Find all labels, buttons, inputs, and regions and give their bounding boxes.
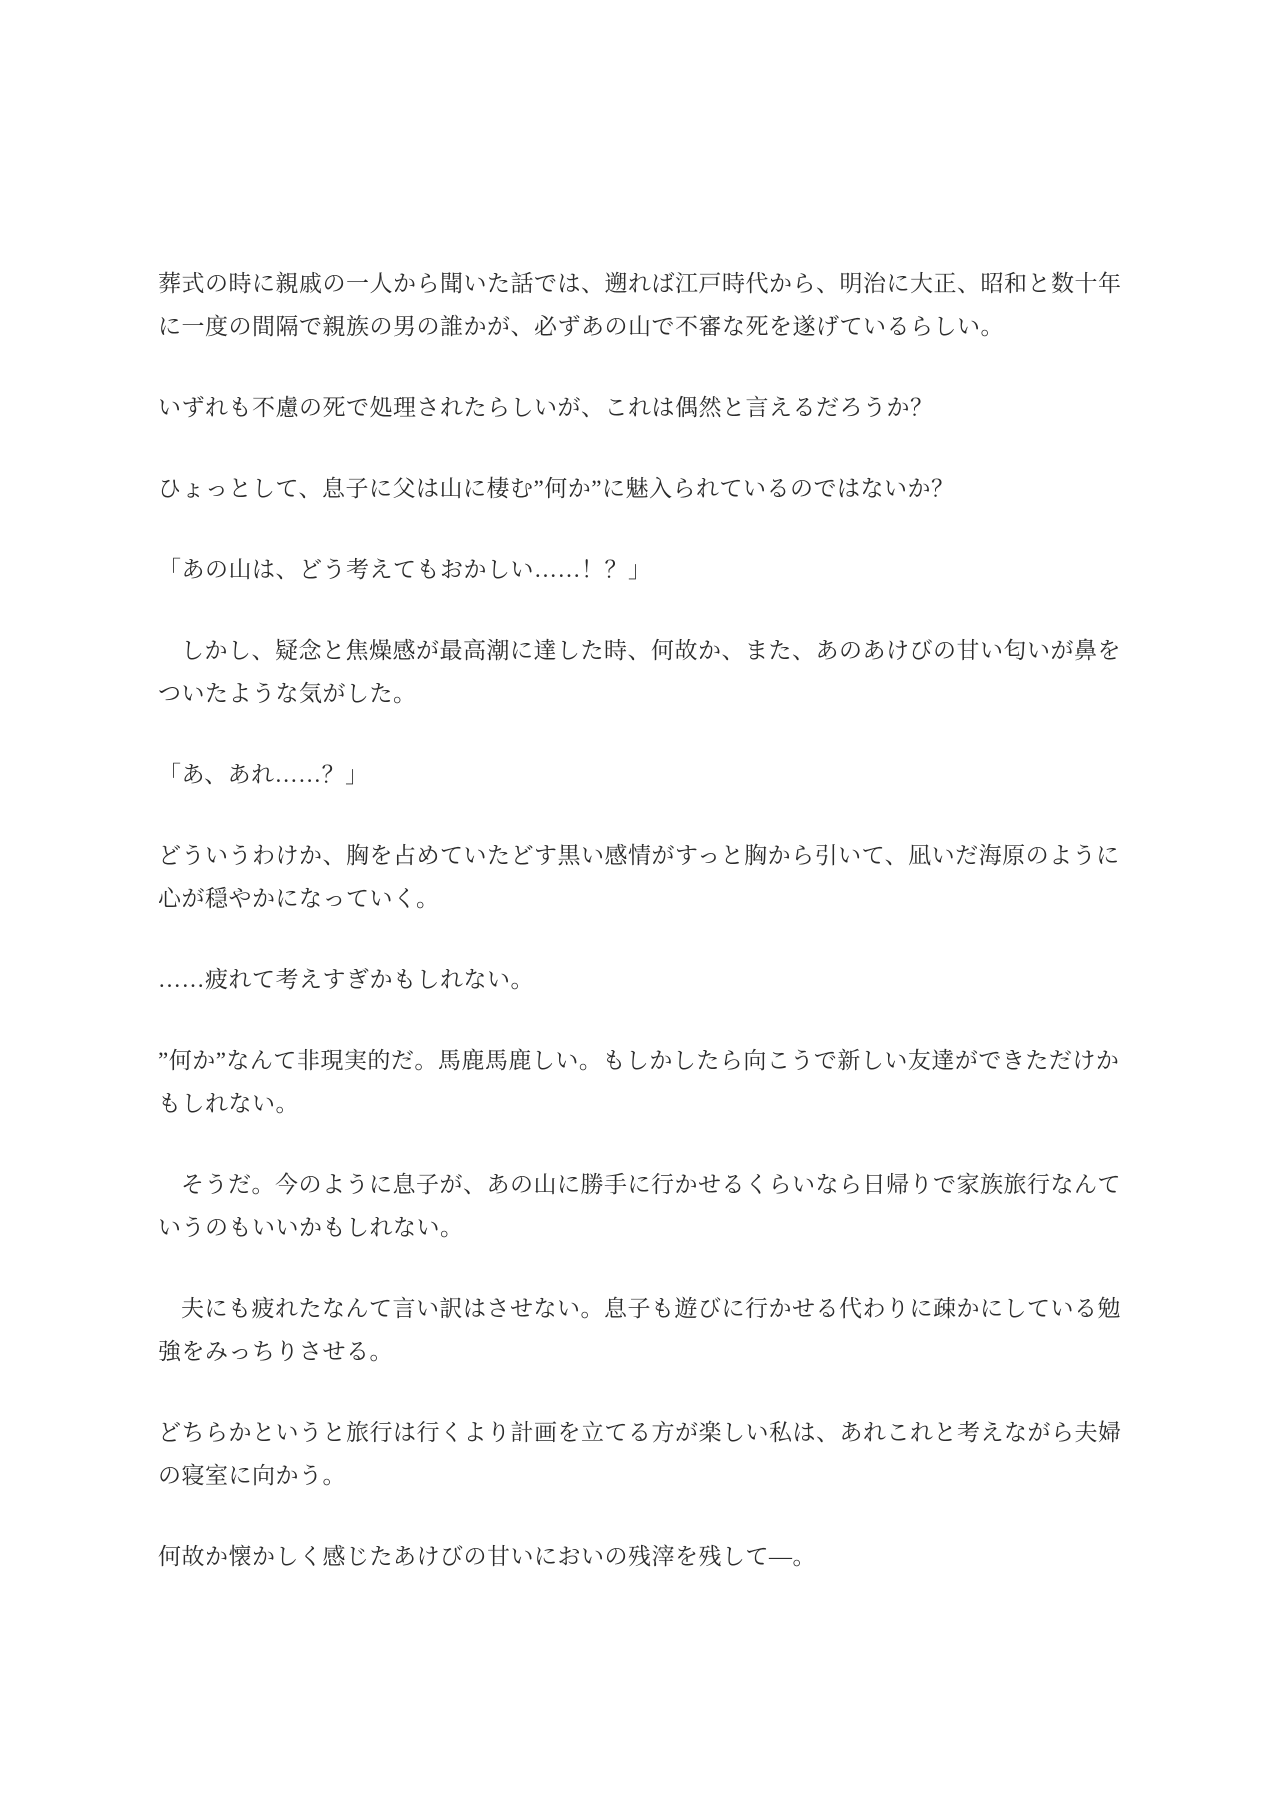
paragraph: 何故か懐かしく感じたあけびの甘いにおいの残滓を残して―。 [158, 1544, 816, 1569]
paragraph: ひょっとして、息子に父は山に棲む”何か”に魅入られているのではないか？ [158, 476, 955, 501]
paragraph: 葬式の時に親戚の一人から聞いた話では、遡れば江戸時代から、明治に大正、昭和と数十年に一度の間隔で親族の男の誰かが、必ずあの山で不審な死を遂げているらしい。 [158, 271, 1122, 339]
paragraph: しかし、疑念と焦燥感が最高潮に達した時、何故か、また、あのあけびの甘い匂いが鼻をついたような気がした。 [158, 638, 1121, 706]
paragraph: ……疲れて考えすぎかもしれない。 [158, 967, 534, 992]
paragraph: 「あの山は、どう考えてもおかしい……！？」 [158, 557, 652, 582]
paragraph: 「あ、あれ……？」 [158, 762, 369, 787]
paragraph: そうだ。今のように息子が、あの山に勝手に行かせるくらいなら日帰りで家族旅行なんていうのもいいかもしれない。 [158, 1172, 1121, 1240]
text-body [158, 262, 1123, 1578]
paragraph: 夫にも疲れたなんて言い訳はさせない。息子も遊びに行かせる代わりに疎かにしている勉強をみっちりさせる。 [158, 1296, 1121, 1364]
paragraph: どういうわけか、胸を占めていたどす黒い感情がすっと胸から引いて、凪いだ海原のように心が穏やかになっていく。 [158, 843, 1120, 911]
paragraph: どちらかというと旅行は行くより計画を立てる方が楽しい私は、あれこれと考えながら夫婦の寝室に向かう。 [158, 1420, 1122, 1488]
paragraph: ”何か”なんて非現実的だ。馬鹿馬鹿しい。もしかしたら向こうで新しい友達ができただけかもしれない。 [158, 1048, 1120, 1116]
paragraph: いずれも不慮の死で処理されたらしいが、これは偶然と言えるだろうか？ [158, 395, 934, 420]
